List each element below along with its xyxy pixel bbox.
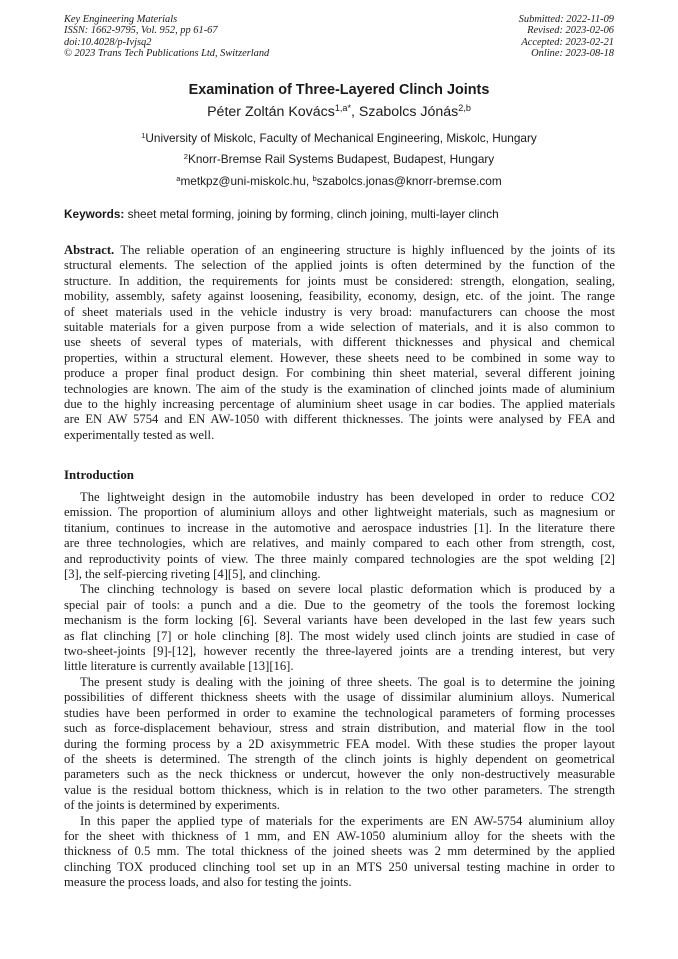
- author-name: Péter Zoltán Kovács: [207, 104, 335, 120]
- section-heading-introduction: Introduction: [64, 468, 134, 482]
- author-emails: [0, 174, 678, 188]
- paragraph-line: [3], the self-piercing riveting [4][5], and clinching.: [64, 567, 321, 582]
- abstract-line: properties, within a structural element. However, these sheets need to be combined in some way to: [64, 350, 615, 365]
- paragraph-line: and reproductivity points of view. The three mainly compared technologies are the spot welding [2]: [64, 551, 615, 566]
- paragraph-line: emission. The proportion of aluminium alloys and other lightweight materials, such as magnesium or: [64, 505, 615, 520]
- paragraph-line: such as force-displacement behaviour, stress and strain distribution, and material flow in the tool: [64, 721, 615, 736]
- author-affiliation-mark: 2,b: [458, 103, 471, 114]
- date-submitted: Submitted: 2022-11-09: [518, 14, 614, 25]
- author-name: Szabolcs Jónás: [358, 104, 459, 120]
- author-affiliation-mark: 1,a*: [334, 103, 351, 114]
- author-list: [0, 104, 678, 120]
- abstract-label: Abstract.: [64, 243, 115, 257]
- date-accepted: Accepted: 2023-02-21: [521, 36, 614, 48]
- journal-doi: doi:10.4028/p-Ivjsq2: [64, 36, 152, 48]
- affiliation-mark: 2: [183, 151, 188, 161]
- paragraph-line: of the sheets is determined. The strength of the clinch joints is highly dependent on geometrical: [64, 751, 615, 766]
- abstract-line: due to the highly increasing percentage of aluminium sheet usage in car bodies. The applied materials: [64, 397, 615, 412]
- abstract-line: of sheet materials used in the vehicle industry is very broad: manufacturers can choose the most: [64, 304, 615, 319]
- email-mark: b: [312, 173, 317, 183]
- abstract: [64, 243, 615, 443]
- publication-dates: [519, 14, 614, 59]
- abstract-line: produce a proper final product design. For combining thin sheet material, several different joining: [64, 366, 615, 381]
- paragraph-line: value is the residual bottom thickness, which is in relation to the two other parameters. The strength: [64, 782, 615, 797]
- keywords-label: Keywords:: [64, 207, 125, 221]
- paragraph-line: two-sheet-joints [9]-[12], however recently the three-layered joints are a trending interest, but very: [64, 644, 615, 659]
- abstract-line: use sheets of several types of materials, with different thicknesses and physical and chemical: [64, 335, 615, 350]
- date-online: Online: 2023-08-18: [531, 47, 614, 59]
- paragraph-line: In this paper the applied type of materials for the experiments are EN AW-5754 aluminium alloy: [80, 813, 615, 828]
- paragraph-line: possibilities of different thickness sheets with the usage of dissimilar aluminium alloys. Numerical: [64, 690, 615, 705]
- paragraph-line: parameters such as the neck thickness or undercut, however the only non-destructively measurable: [64, 767, 615, 782]
- paragraph-line: for the sheet with thickness of 1 mm, and EN AW-1050 aluminium alloy for the sheets with the: [64, 828, 615, 843]
- email-mark: a: [176, 173, 181, 183]
- date-revised: Revised: 2023-02-06: [527, 25, 614, 37]
- paragraph-line: clinching TOX produced clinching tool set up in an MTS 250 universal testing machine in order to: [64, 859, 615, 874]
- affiliation: [0, 131, 678, 145]
- abstract-line: are EN AW 5754 and EN AW-1050 with different thicknesses. The joints were analysed by FEA and: [64, 412, 615, 427]
- abstract-line: structural elements. The selection of the applied joints is often determined by the function of the: [64, 258, 615, 273]
- journal-info: [64, 14, 269, 59]
- paragraph-line: are three technologies, which are relatives, and mainly compared to each other from strength, cost,: [64, 536, 615, 551]
- paragraph-line: The present study is dealing with the joining of three sheets. The goal is to determine the joining: [80, 674, 615, 689]
- paragraph-line: during the forming process by a 2D axisymmetric FEA model. With these studies the proper layout: [64, 736, 615, 751]
- paragraph-line: of the joints is determined by experiments.: [64, 798, 280, 813]
- paper-title: Examination of Three-Layered Clinch Joints: [188, 82, 490, 98]
- journal-issn: ISSN: 1662-9795, Vol. 952, pp 61-67: [64, 25, 218, 37]
- abstract-line: technologies are known. The aim of the study is the examination of clinched joints made of aluminium: [64, 381, 615, 396]
- paragraph-line: studies have been performed in order to examine the technological parameters of forming processes: [64, 705, 615, 720]
- keywords: [64, 207, 499, 221]
- journal-copyright: © 2023 Trans Tech Publications Ltd, Switzerland: [64, 47, 270, 59]
- paragraph-line: titanium, continues to increase in the automotive and aerospace industries [1]. In the literature there: [64, 520, 615, 535]
- affiliation-text: University of Miskolc, Faculty of Mechanical Engineering, Miskolc, Hungary: [145, 131, 537, 145]
- paragraph-line: mechanism is the form locking [6]. Several variants have been developed in the last few years such: [64, 613, 615, 628]
- paragraph-line: measure the process loads, and also for testing the joints.: [64, 875, 352, 890]
- abstract-line: mobility, assembly, safety against loosening, feasibility, economy, design, etc. of the joint. The range: [64, 289, 615, 304]
- paragraph-line: thickness of 0.5 mm. The total thickness of the joined sheets was 2 mm determined by the applied: [64, 844, 615, 859]
- paragraph-line: The clinching technology is based on severe local plastic deformation which is produced by a: [80, 582, 615, 597]
- paragraph-line: special pair of tools: a punch and a die. Due to the geometry of the tools the foremost locking: [64, 597, 615, 612]
- abstract-line: Abstract. The reliable operation of an engineering structure is highly influenced by the joints of its: [64, 243, 615, 257]
- paragraph-line: as flat clinching [7] or hole clinching [8]. The most widely used clinch joints are studied in case of: [64, 628, 615, 643]
- abstract-line: suitable materials for a given purpose from a wide selection of materials, and it is also common to: [64, 320, 615, 335]
- affiliation-mark: 1: [141, 130, 146, 140]
- author-separator: ,: [351, 104, 359, 120]
- paragraph-line: little literature is currently available [13][16].: [64, 659, 294, 674]
- affiliation-text: Knorr-Bremse Rail Systems Budapest, Budapest, Hungary: [188, 152, 495, 166]
- keywords-text: sheet metal forming, joining by forming, clinch joining, multi-layer clinch: [124, 207, 499, 221]
- abstract-line: structure. In addition, the requirements for joints must be considered: strength, elongation, sealing,: [64, 273, 615, 288]
- email-text: szabolcs.jonas@knorr-bremse.com: [316, 174, 502, 188]
- introduction-body: [64, 490, 615, 891]
- paragraph-line: The lightweight design in the automobile industry has been developed in order to reduce CO2: [80, 490, 615, 504]
- journal-name: Key Engineering Materials: [64, 14, 178, 25]
- affiliation: [0, 152, 678, 166]
- email-text: metkpz@uni-miskolc.hu,: [180, 174, 313, 188]
- abstract-line: experimentally tested as well.: [64, 427, 215, 442]
